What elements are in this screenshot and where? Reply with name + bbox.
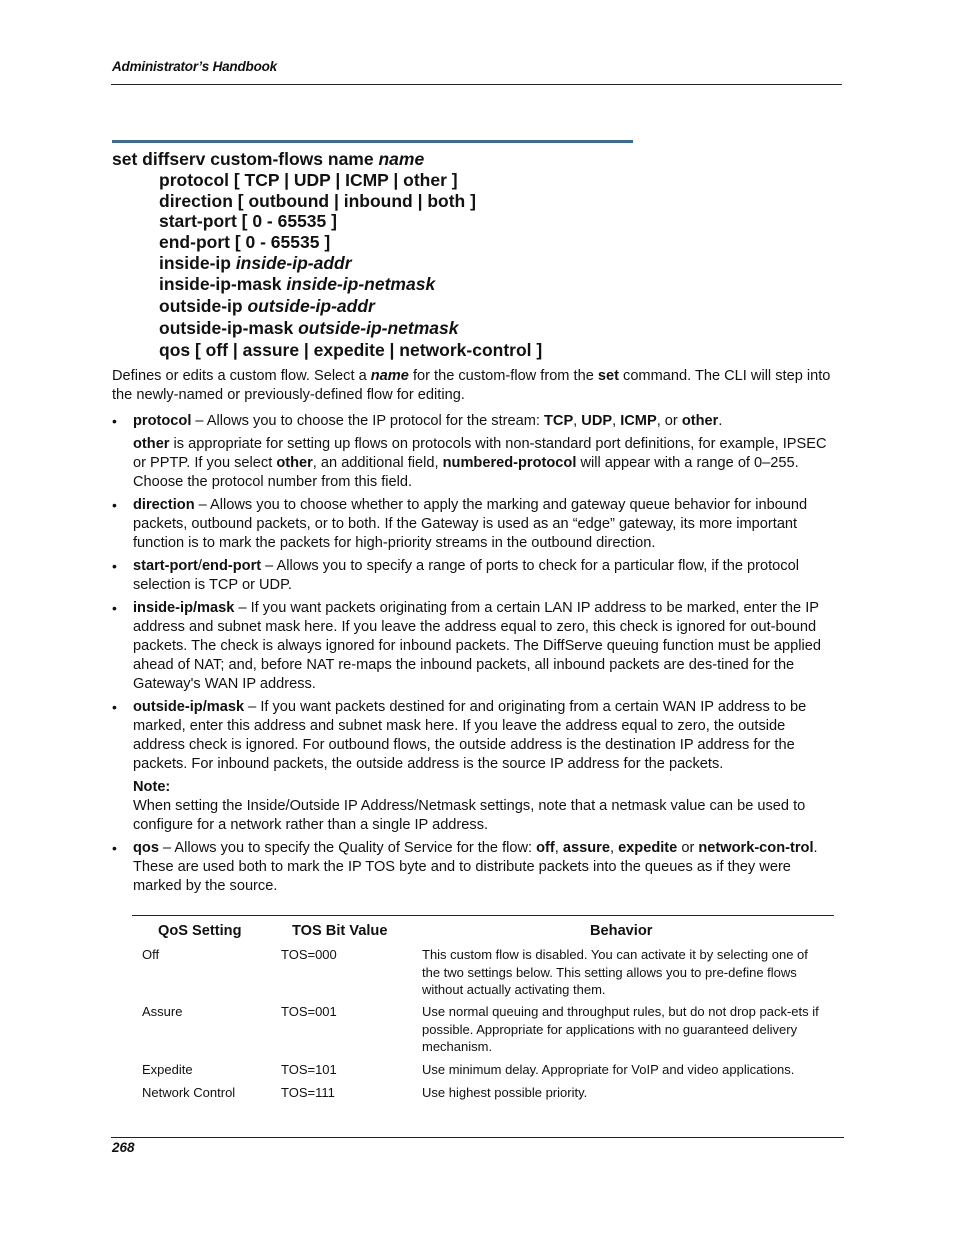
header-rule <box>111 84 842 85</box>
syntax-line: qos [ off | assure | expedite | network-control ] <box>159 339 543 360</box>
syntax-command: outside-ip-mask <box>159 317 299 338</box>
syntax-command: inside-ip-mask <box>159 273 287 294</box>
intro-text: Defines or edits a custom flow. Select a <box>112 368 371 384</box>
syntax-line: direction [ outbound | inbound | both ] <box>159 190 476 211</box>
syntax-command: inside-ip <box>159 252 236 273</box>
list-item-qos <box>112 839 840 896</box>
syntax-command: set diffserv custom-flows name <box>112 149 379 169</box>
list-item-direction <box>112 496 840 553</box>
item-term: inside-ip/mask <box>133 600 235 616</box>
intro-paragraph <box>112 367 840 405</box>
table-row <box>132 1061 834 1084</box>
list-item-inside-ip <box>112 599 840 694</box>
syntax-line <box>112 296 542 318</box>
syntax-argument: inside-ip-addr <box>235 252 352 273</box>
syntax-line <box>112 253 542 274</box>
parameter-list <box>112 412 840 900</box>
item-text: outside-ip/mask – If you want packets destined for and originating from a certain WAN IP address to be marked, enter this address and subnet mask here. If you leave the address equal to zero, the outside address check is ignored. For outbound flows, the outside address is the destination IP address for the packets. For inbound packets, the outside address is the source IP address for the packets. <box>133 699 807 772</box>
bullet-icon: • <box>112 497 117 513</box>
section-accent-rule <box>112 140 633 143</box>
item-text: protocol – Allows you to choose the IP protocol for the stream: TCP, UDP, ICMP, or other. <box>133 413 723 429</box>
intro-text: for the custom-flow from the <box>408 368 598 384</box>
syntax-argument: outside-ip-addr <box>247 295 375 316</box>
command-syntax <box>112 149 542 361</box>
syntax-line: protocol [ TCP | UDP | ICMP | other ] <box>159 169 458 190</box>
item-text: direction – Allows you to choose whether to apply the marking and gateway queue behavior for inbound packets, outbound packets, or to both. If the Gateway is used as an “edge” gateway, its more important function is to mark the packets for high-priority streams in the outbound direction. <box>133 497 808 551</box>
note-text: When setting the Inside/Outside IP Address/Netmask settings, note that a netmask value can be used to configure for a network rather than a single IP address. <box>133 798 806 833</box>
syntax-line: end-port [ 0 - 65535 ] <box>159 232 331 253</box>
qos-setting-cell: Expedite <box>142 1062 193 1077</box>
item-term: end-port <box>201 558 262 574</box>
qos-setting-cell: Off <box>142 947 160 962</box>
bullet-icon: • <box>112 699 117 715</box>
qos-table <box>132 915 834 1106</box>
syntax-argument: outside-ip-netmask <box>298 317 459 338</box>
footer-rule <box>111 1137 844 1138</box>
list-item-protocol <box>112 412 840 492</box>
item-term: outside-ip/mask <box>133 699 245 715</box>
bullet-icon: • <box>112 840 117 856</box>
item-subparagraph: other is appropriate for setting up flows on protocols with non-standard port definitions, for example, IPSEC or PPTP. If you select other, an additional field, numbered-protocol will appear with a range of 0–255. Choose the protocol number from this field. <box>133 436 827 490</box>
syntax-line <box>112 274 542 296</box>
intro-set-term: set <box>597 368 619 384</box>
item-text: inside-ip/mask – If you want packets originating from a certain LAN IP address to be marked, enter the IP address and subnet mask here. If you leave the address equal to zero, this check is ignored for out-bound packets. The check is always ignored for inbound packets. The DiffServe queuing function must be applied ahead of NAT; and, before NAT re-maps the inbound packets, all inbound packets are des-tined for the Gateway's WAN IP address. <box>133 600 821 692</box>
item-term: qos <box>133 840 159 856</box>
item-term: direction <box>133 497 195 513</box>
note-label: Note: <box>133 779 171 795</box>
item-term: start-port <box>133 558 198 574</box>
item-text: start-port/end-port – Allows you to specify a range of ports to check for a particular flow, if the protocol selection is TCP or UDP. <box>133 558 799 593</box>
behavior-cell: Use highest possible priority. <box>422 1085 588 1100</box>
page-number: 268 <box>112 1140 135 1155</box>
behavior-cell: Use minimum delay. Appropriate for VoIP and video applications. <box>422 1062 795 1077</box>
syntax-line <box>112 149 542 170</box>
table-row <box>132 1084 834 1106</box>
syntax-line: start-port [ 0 - 65535 ] <box>159 211 337 232</box>
intro-text: command. The CLI will step into the newly-named or previously-defined flow for editing. <box>112 368 831 403</box>
table-row <box>132 946 834 1003</box>
list-item-ports <box>112 557 840 595</box>
table-row <box>132 1003 834 1061</box>
tos-value-cell: TOS=101 <box>281 1062 337 1077</box>
behavior-cell: This custom flow is disabled. You can activate it by selecting one of the two settings below. This setting allows you to pre-define flows without actually activating them. <box>422 947 808 998</box>
tos-value-cell: TOS=000 <box>281 947 337 962</box>
running-head: Administrator’s Handbook <box>112 59 277 74</box>
column-header-behavior: Behavior <box>590 923 653 939</box>
qos-setting-cell: Network Control <box>142 1085 236 1100</box>
tos-value-cell: TOS=111 <box>281 1085 335 1100</box>
bullet-icon: • <box>112 600 117 616</box>
column-header-qos-setting: QoS Setting <box>158 923 242 939</box>
column-header-tos-bit-value: TOS Bit Value <box>292 923 388 939</box>
syntax-argument: inside-ip-netmask <box>286 273 436 294</box>
intro-name-term: name <box>370 368 409 384</box>
item-text: qos – Allows you to specify the Quality of Service for the flow: off, assure, expedite or network-con-trol. These are used both to mark the IP TOS byte and to distribute packets into the queues as if they were marked by the source. <box>133 840 818 894</box>
list-item-outside-ip <box>112 698 840 835</box>
item-term: protocol <box>133 413 192 429</box>
syntax-argument: name <box>378 149 425 169</box>
qos-setting-cell: Assure <box>142 1004 183 1019</box>
syntax-line <box>112 318 542 340</box>
table-header <box>132 916 834 946</box>
bullet-icon: • <box>112 558 117 574</box>
behavior-cell: Use normal queuing and throughput rules, but do not drop pack-ets if possible. Appropriate for applications with no guaranteed delivery mechanism. <box>422 1004 819 1055</box>
tos-value-cell: TOS=001 <box>281 1004 337 1019</box>
syntax-command: outside-ip <box>159 295 248 316</box>
bullet-icon: • <box>112 413 117 429</box>
